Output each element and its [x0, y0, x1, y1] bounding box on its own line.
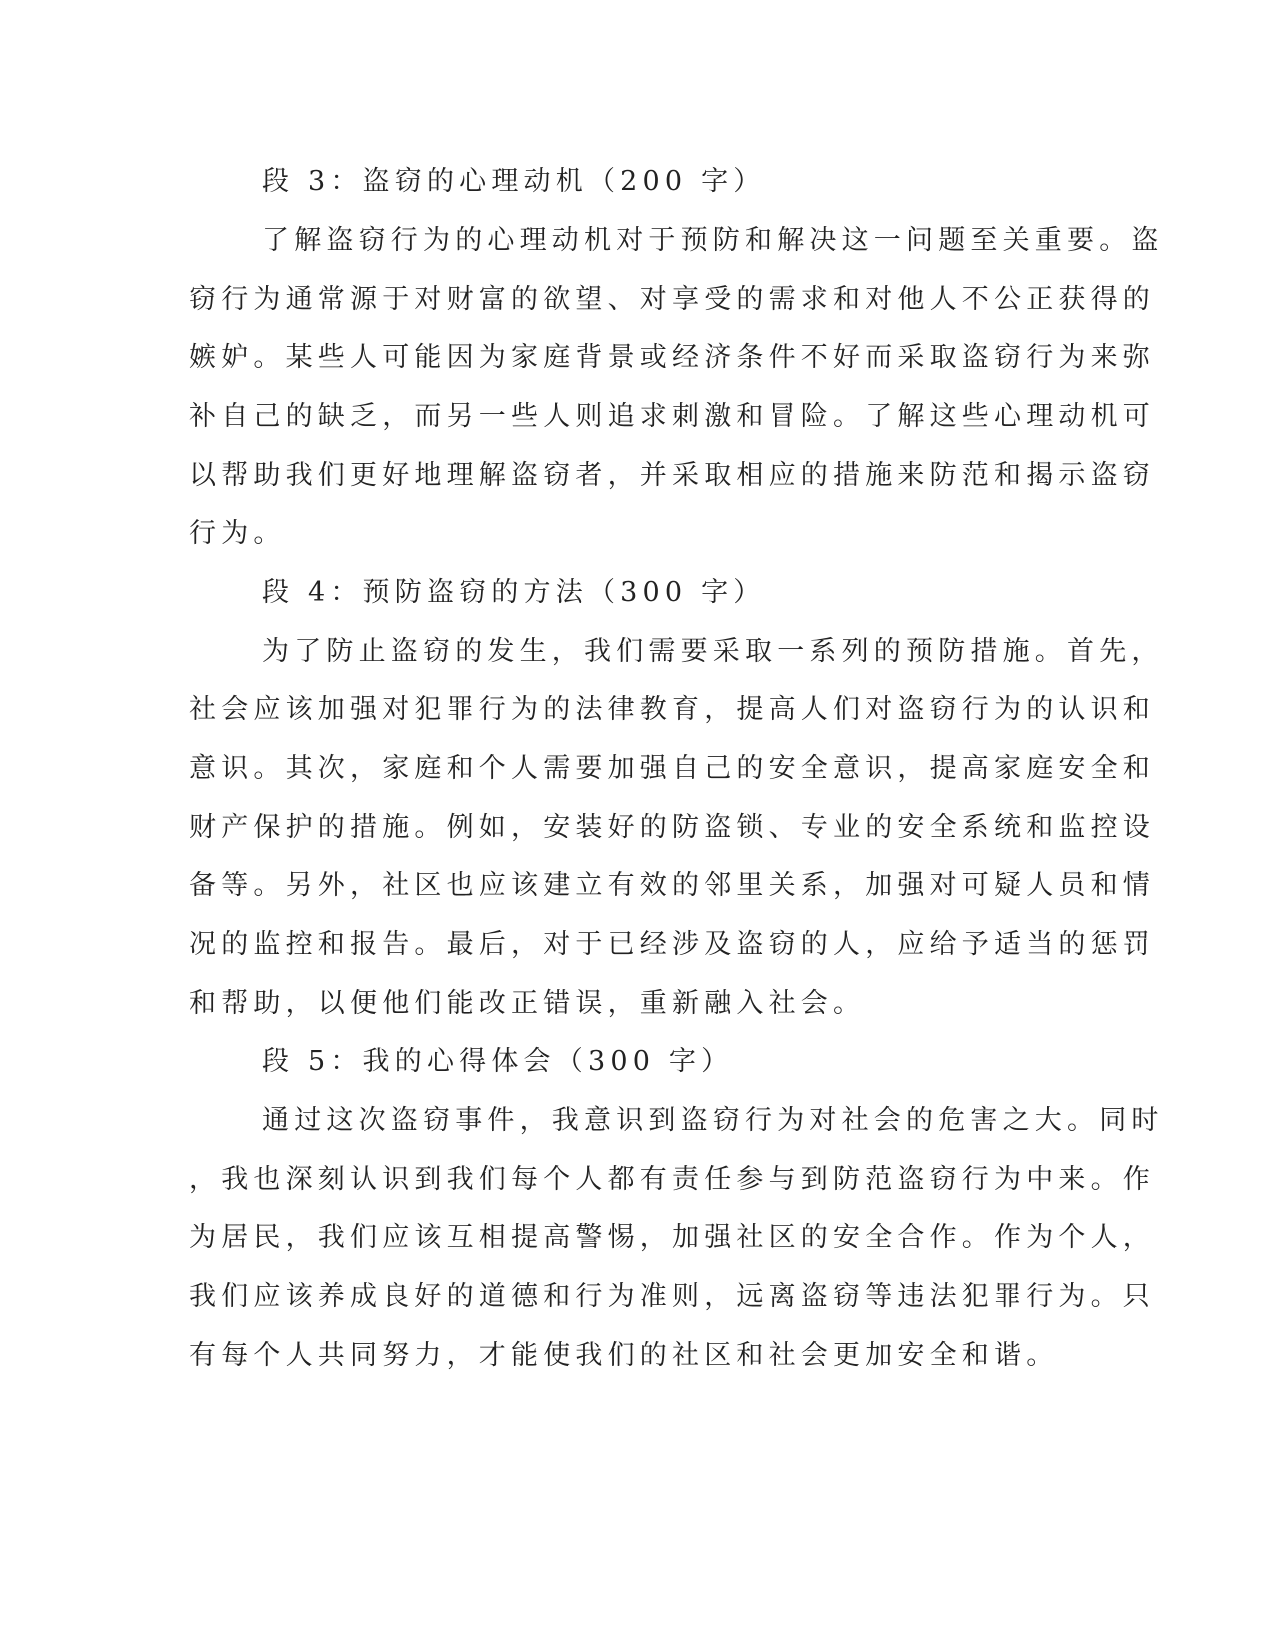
section-5-line: 通过这次盗窃事件，我意识到盗窃行为对社会的危害之大。同时 — [262, 1105, 1164, 1136]
section-4-line: 意识。其次，家庭和个人需要加强自己的安全意识，提高家庭安全和 — [189, 753, 1155, 784]
section-4-line: 为了防止盗窃的发生，我们需要采取一系列的预防措施。首先， — [262, 636, 1164, 667]
section-3-line: 窃行为通常源于对财富的欲望、对享受的需求和对他人不公正获得的 — [189, 284, 1155, 315]
section-3-heading: 段 3：盗窃的心理动机（200 字） — [262, 166, 766, 197]
section-4-line: 况的监控和报告。最后，对于已经涉及盗窃的人，应给予适当的惩罚 — [189, 929, 1155, 960]
section-3-line: 补自己的缺乏，而另一些人则追求刺激和冒险。了解这些心理动机可 — [189, 401, 1155, 432]
section-3-line: 嫉妒。某些人可能因为家庭背景或经济条件不好而采取盗窃行为来弥 — [189, 342, 1155, 373]
section-4-heading: 段 4：预防盗窃的方法（300 字） — [262, 577, 766, 608]
section-5-heading: 段 5：我的心得体会（300 字） — [262, 1046, 734, 1077]
section-3-line: 以帮助我们更好地理解盗窃者，并采取相应的措施来防范和揭示盗窃 — [189, 460, 1155, 491]
section-4-line: 备等。另外，社区也应该建立有效的邻里关系，加强对可疑人员和情 — [189, 870, 1155, 901]
section-5-line: ，我也深刻认识到我们每个人都有责任参与到防范盗窃行为中来。作 — [189, 1164, 1155, 1195]
section-3-line: 行为。 — [189, 518, 286, 549]
section-5-line: 我们应该养成良好的道德和行为准则，远离盗窃等违法犯罪行为。只 — [189, 1281, 1155, 1312]
section-5-line: 为居民，我们应该互相提高警惕，加强社区的安全合作。作为个人， — [189, 1222, 1155, 1253]
section-3-line: 了解盗窃行为的心理动机对于预防和解决这一问题至关重要。盗 — [262, 225, 1164, 256]
section-5-line: 有每个人共同努力，才能使我们的社区和社会更加安全和谐。 — [189, 1340, 1059, 1371]
section-4-line: 财产保护的措施。例如，安装好的防盗锁、专业的安全系统和监控设 — [189, 812, 1155, 843]
section-4-line: 和帮助，以便他们能改正错误，重新融入社会。 — [189, 988, 866, 1019]
section-4-line: 社会应该加强对犯罪行为的法律教育，提高人们对盗窃行为的认识和 — [189, 694, 1155, 725]
